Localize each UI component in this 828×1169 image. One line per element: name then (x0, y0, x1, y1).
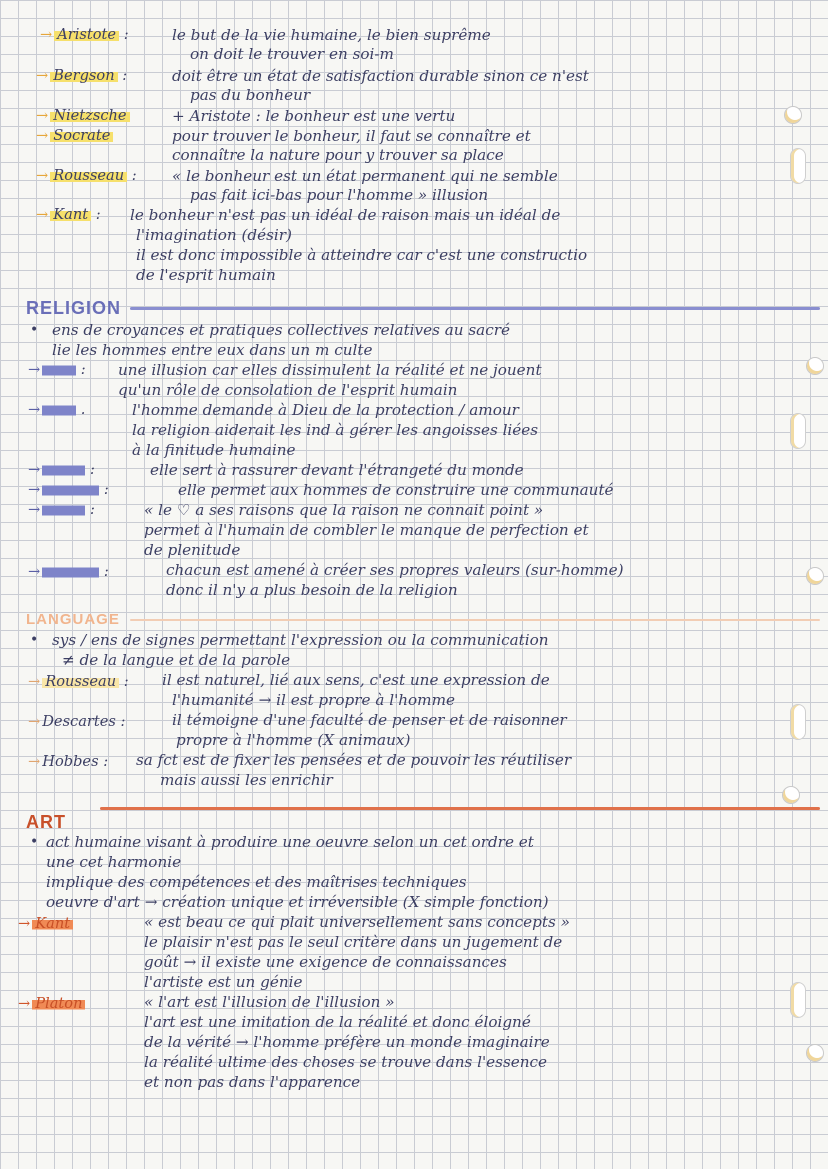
note-line: une cet harmonie (46, 853, 182, 871)
binder-ring (782, 786, 800, 804)
binder-tab (790, 704, 806, 740)
philosopher-marker: → : (28, 501, 95, 518)
note-line: goût → il existe une exigence de connaissances (144, 953, 507, 971)
note-line: connaître la nature pour y trouver sa place (172, 146, 504, 164)
philosopher-kant: → Kant : (36, 206, 101, 223)
note-line: permet à l'humain de combler le manque de perfection et (144, 521, 589, 539)
philosopher-marker: → : (28, 481, 109, 498)
note-line: à la finitude humaine (132, 441, 296, 459)
note-line: il est naturel, lié aux sens, c'est une expression de (162, 671, 550, 689)
note-line: sa fct est de fixer les pensées et de pouvoir les réutiliser (136, 751, 572, 769)
note-line: propre à l'homme (X animaux) (176, 731, 411, 749)
bullet-dot: • (30, 322, 39, 338)
note-line: l'homme demande à Dieu de la protection / amour (132, 401, 519, 419)
note-line: elle sert à rassurer devant l'étrangeté du monde (150, 461, 524, 479)
philosopher-hobbes: → Hobbes : (28, 753, 109, 770)
note-line: de plenitude (144, 541, 241, 559)
note-line: pas fait ici-bas pour l'homme » illusion (190, 186, 488, 204)
section-title-art: ART (26, 812, 66, 832)
note-line: pas du bonheur (190, 86, 311, 104)
note-line: une illusion car elles dissimulent la réalité et ne jouent (118, 361, 542, 379)
philosopher-socrate: → Socrate (36, 126, 113, 146)
note-line: mais aussi les enrichir (160, 771, 333, 789)
section-title-langage: LANGUAGE (26, 611, 120, 628)
note-line: et non pas dans l'apparence (144, 1073, 361, 1091)
note-line: + Aristote : le bonheur est une vertu (172, 107, 456, 125)
philosopher-bergson: → Bergson : (36, 67, 128, 84)
philosopher-marker: → : (28, 563, 109, 580)
note-line: l'humanité → il est propre à l'homme (172, 691, 455, 709)
philosopher-marker: → . (28, 401, 86, 418)
note-line: la religion aiderait les ind à gérer les angoisses liées (132, 421, 539, 439)
note-line: le bonheur n'est pas un idéal de raison mais un idéal de (130, 206, 561, 224)
note-line: le but de la vie humaine, le bien suprême (172, 26, 491, 44)
note-line: chacun est amené à créer ses propres valeurs (sur-homme) (166, 561, 624, 579)
binder-ring (806, 567, 824, 585)
philosopher-marker: → : (28, 361, 86, 378)
section-title-religion: RELIGION (26, 298, 122, 318)
note-line: ens de croyances et pratiques collectives relatives au sacré (52, 321, 510, 339)
note-line: pour trouver le bonheur, il faut se connaître et (172, 127, 531, 145)
note-line: il est donc impossible à atteindre car c'est une constructio (136, 246, 588, 264)
binder-ring (806, 1044, 824, 1062)
philosopher-marker: → : (28, 461, 95, 478)
note-line: l'art est une imitation de la réalité et donc éloigné (144, 1013, 531, 1031)
binder-tab (790, 413, 806, 449)
note-line: la réalité ultime des choses se trouve dans l'essence (144, 1053, 548, 1071)
section-divider (130, 619, 820, 621)
note-line: act humaine visant à produire une oeuvre selon un cet ordre et (46, 833, 534, 851)
note-line: « l'art est l'illusion de l'illusion » (144, 993, 395, 1011)
note-line: sys / ens de signes permettant l'expression ou la communication (52, 631, 549, 649)
bullet-dot: • (30, 834, 39, 850)
note-line: « le bonheur est un état permanent qui ne semble (172, 167, 558, 185)
note-line: de la vérité → l'homme préfère un monde imaginaire (144, 1033, 550, 1051)
note-line: lie les hommes entre eux dans un m culte (52, 341, 373, 359)
binder-tab (790, 982, 806, 1018)
philosopher-aristote: → Aristote : (40, 26, 129, 43)
philosopher-platon: → Platon (18, 994, 85, 1014)
section-divider (100, 807, 820, 810)
philosopher-nietzsche: → Nietzsche (36, 106, 130, 126)
section-divider (130, 307, 820, 310)
note-line: « le ♡ a ses raisons que la raison ne connait point » (144, 501, 544, 519)
note-line: donc il n'y a plus besoin de la religion (166, 581, 458, 599)
bullet-dot: • (30, 632, 39, 648)
note-line: qu'un rôle de consolation de l'esprit humain (118, 381, 458, 399)
binder-ring (806, 357, 824, 375)
philosopher-descartes: → Descartes : (28, 713, 126, 730)
philosopher-kant: → Kant (18, 914, 73, 934)
binder-ring (784, 106, 802, 124)
note-line: de l'esprit humain (136, 266, 276, 284)
binder-tab (790, 148, 806, 184)
note-line: implique des compétences et des maîtrises techniques (46, 873, 467, 891)
note-line: l'imagination (désir) (136, 226, 292, 244)
note-line: « est beau ce qui plait universellement sans concepts » (144, 913, 570, 931)
note-line: on doit le trouver en soi-m (190, 45, 394, 63)
note-line: doit être un état de satisfaction durable sinon ce n'est (172, 67, 589, 85)
note-line: elle permet aux hommes de construire une communauté (178, 481, 614, 499)
note-line: ≠ de la langue et de la parole (62, 651, 291, 669)
philosopher-rousseau: → Rousseau : (28, 673, 129, 690)
note-line: le plaisir n'est pas le seul critère dans un jugement de (144, 933, 563, 951)
note-line: oeuvre d'art → création unique et irréversible (X simple fonction) (46, 893, 549, 911)
note-line: l'artiste est un génie (144, 973, 303, 991)
philosopher-rousseau: → Rousseau : (36, 167, 137, 184)
note-line: il témoigne d'une faculté de penser et de raisonner (172, 711, 567, 729)
